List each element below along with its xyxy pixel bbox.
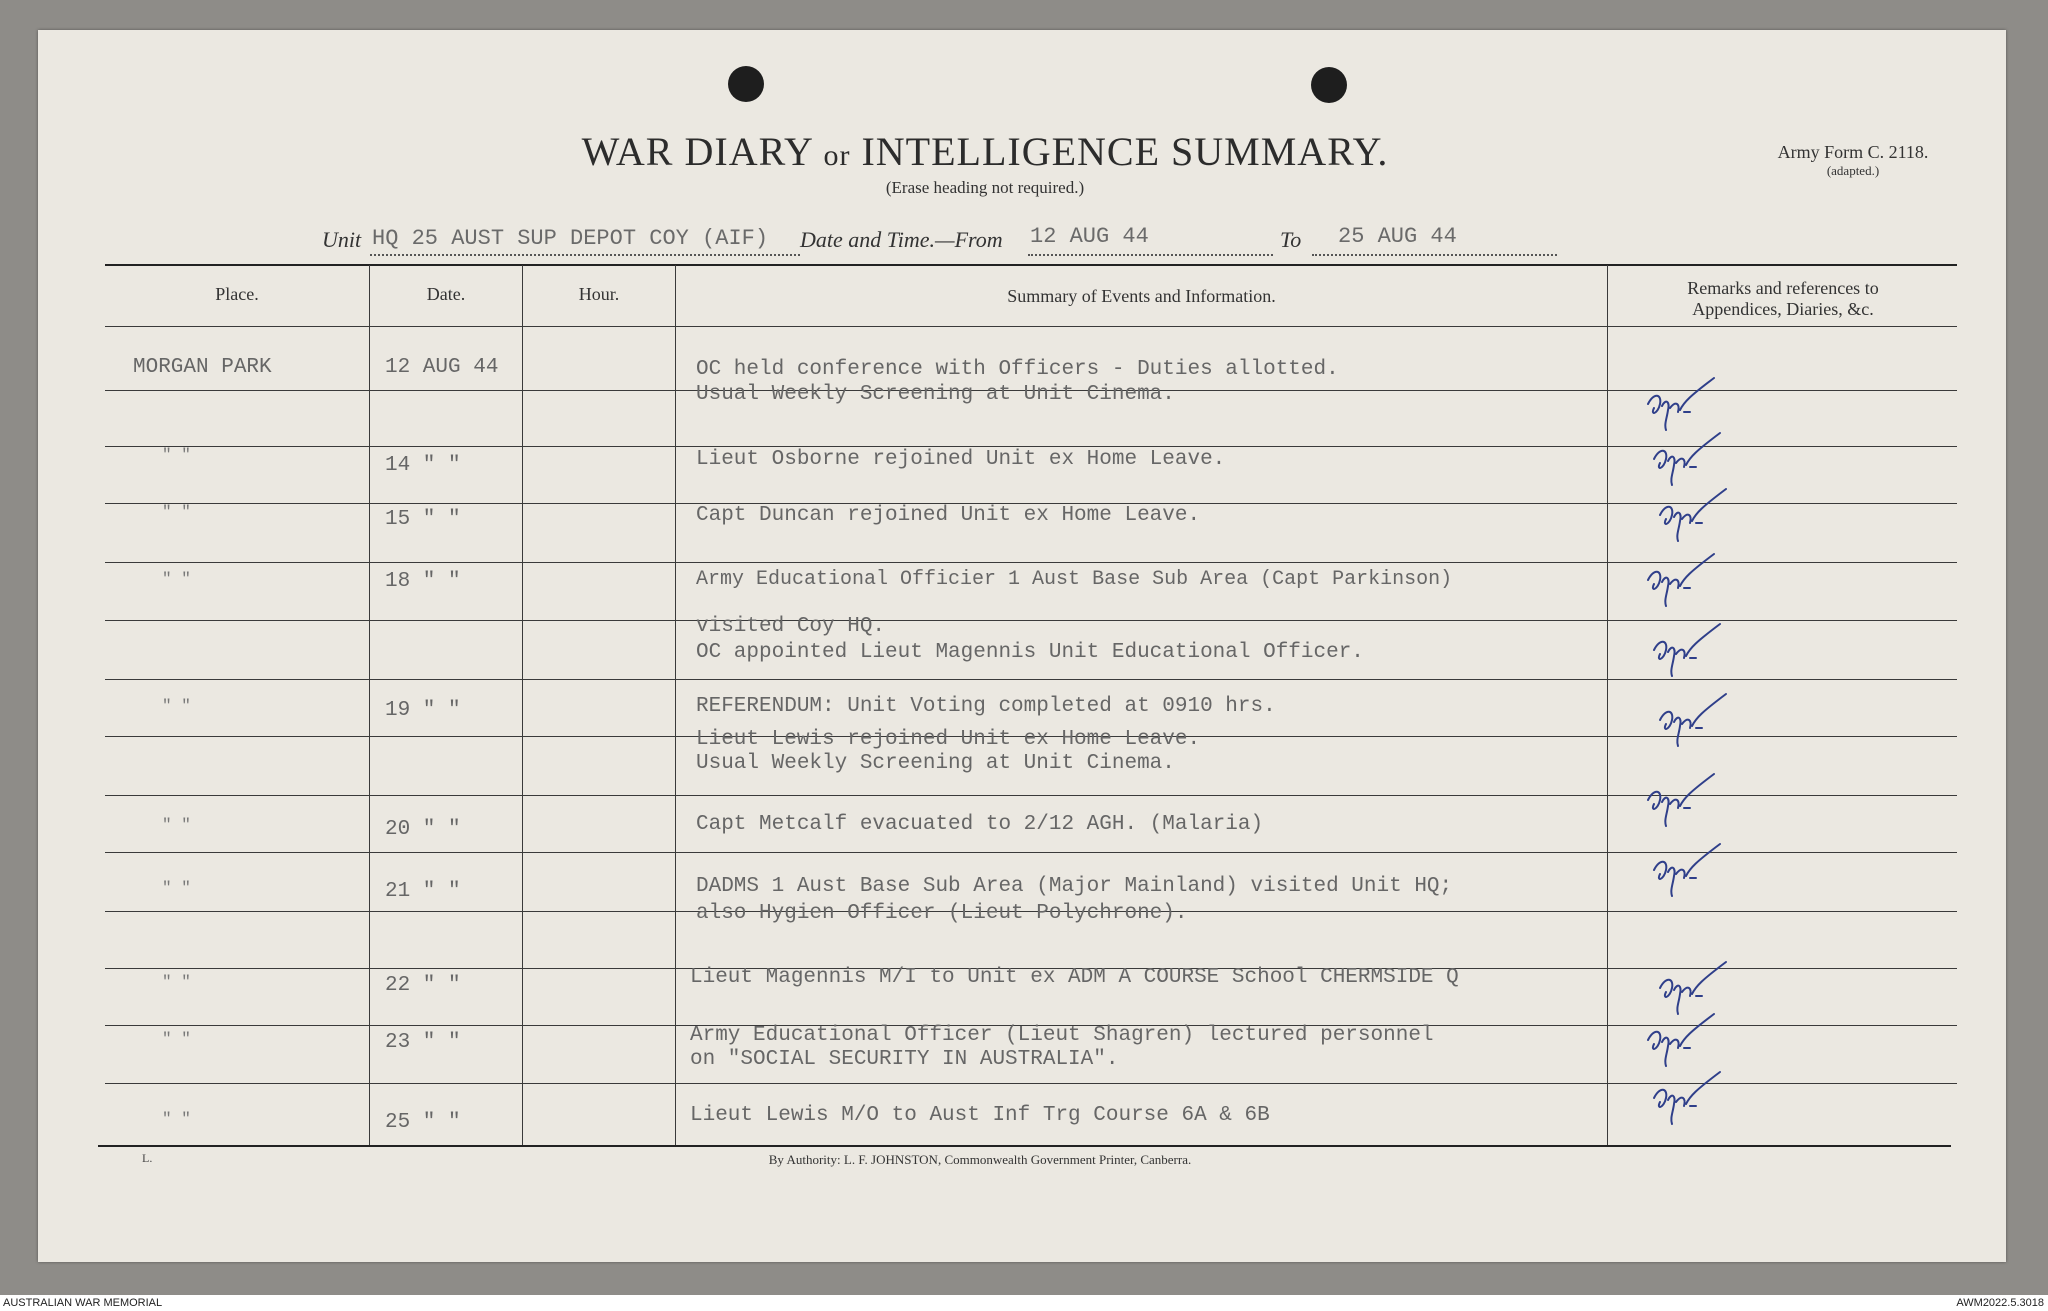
from-value: 12 AUG 44 [1030, 224, 1149, 249]
column-divider [1607, 265, 1608, 1145]
summary-line: Capt Metcalf evacuated to 2/12 AGH. (Malaria) [696, 813, 1264, 836]
date-time-label: Date and Time.—From [800, 227, 1003, 252]
summary-line: OC appointed Lieut Magennis Unit Educational Officer. [696, 641, 1364, 664]
place-ditto: " " [162, 697, 191, 715]
erase-note: (Erase heading not required.) [885, 178, 1085, 197]
column-divider [369, 265, 370, 1145]
summary-line: also Hygien Officer (Lieut Polychrone). [696, 902, 1188, 925]
summary-line: Lieut Lewis rejoined Unit ex Home Leave. [696, 728, 1201, 751]
initials-signature-icon [1646, 840, 1726, 900]
form-mark: L. [142, 1151, 153, 1165]
to-value: 25 AUG 44 [1338, 224, 1457, 249]
column-header-place: Place. [215, 284, 259, 304]
date-cell: 22 " " [385, 974, 461, 997]
summary-line: on "SOCIAL SECURITY IN AUSTRALIA". [690, 1048, 1119, 1071]
unit-label: Unit [322, 227, 362, 252]
printer-authority: By Authority: L. F. JOHNSTON, Commonwealth Government Printer, Canberra. [768, 1152, 1192, 1167]
table-header-rule [105, 326, 1957, 327]
place-ditto: " " [162, 1030, 191, 1048]
unit-dotted-line [370, 254, 800, 256]
initials-signature-icon [1640, 550, 1720, 610]
table-bottom-rule [98, 1145, 1951, 1147]
date-cell: 14 " " [385, 454, 461, 477]
army-form-label [1763, 142, 1943, 179]
summary-line: Lieut Lewis M/O to Aust Inf Trg Course 6A & 6B [690, 1104, 1270, 1127]
table-top-rule [105, 264, 1957, 266]
remarks-header-line1: Remarks and references to [1687, 278, 1879, 298]
summary-line: Capt Duncan rejoined Unit ex Home Leave. [696, 504, 1201, 527]
initials-signature-icon [1640, 1010, 1720, 1070]
title-part1: WAR DIARY [581, 129, 813, 174]
column-header-date: Date. [426, 284, 466, 304]
army-form-number: Army Form C. 2118. [1777, 142, 1929, 162]
place-ditto: " " [162, 570, 191, 588]
summary-line: Usual Weekly Screening at Unit Cinema. [696, 752, 1175, 775]
to-dotted-line [1312, 254, 1557, 256]
date-cell: 23 " " [385, 1031, 461, 1054]
summary-line: visited Coy HQ. [696, 615, 886, 638]
date-cell: 19 " " [385, 699, 461, 722]
date-cell: 12 AUG 44 [385, 356, 499, 379]
place-cell: MORGAN PARK [133, 356, 272, 379]
date-cell: 20 " " [385, 818, 461, 841]
initials-signature-icon [1652, 958, 1732, 1018]
date-cell: 21 " " [385, 880, 461, 903]
summary-line: REFERENDUM: Unit Voting completed at 0910 hrs. [696, 695, 1276, 718]
summary-line: Army Educational Officier 1 Aust Base Sub Area (Capt Parkinson) [696, 568, 1453, 591]
place-ditto: " " [162, 816, 191, 834]
archive-caption-right: AWM2022.5.3018 [1956, 1297, 2044, 1309]
column-header-summary: Summary of Events and Information. [1007, 286, 1276, 306]
place-ditto: " " [162, 446, 191, 464]
army-form-sub: (adapted.) [1826, 163, 1880, 178]
title-or: or [823, 139, 851, 172]
punch-hole-icon [728, 66, 764, 102]
summary-line: Lieut Magennis M/I to Unit ex ADM A COURSE School CHERMSIDE Q [690, 966, 1459, 989]
place-ditto: " " [162, 973, 191, 991]
archive-caption-left: AUSTRALIAN WAR MEMORIAL [3, 1297, 163, 1309]
remarks-header-line2: Appendices, Diaries, &c. [1692, 299, 1874, 319]
initials-signature-icon [1646, 429, 1726, 489]
initials-signature-icon [1640, 770, 1720, 830]
summary-line: Usual Weekly Screening at Unit Cinema. [696, 383, 1175, 406]
place-ditto: " " [162, 879, 191, 897]
summary-line: Army Educational Officer (Lieut Shagren) lectured personnel [690, 1024, 1434, 1047]
date-cell: 18 " " [385, 570, 461, 593]
unit-value: HQ 25 AUST SUP DEPOT COY (AIF) [372, 226, 769, 251]
page-title [495, 128, 1475, 175]
from-dotted-line [1028, 254, 1273, 256]
summary-line: Lieut Osborne rejoined Unit ex Home Leave. [696, 448, 1226, 471]
place-ditto: " " [162, 503, 191, 521]
date-cell: 15 " " [385, 508, 461, 531]
initials-signature-icon [1652, 690, 1732, 750]
archive-caption-bar [0, 1295, 2048, 1311]
initials-signature-icon [1652, 485, 1732, 545]
date-cell: 25 " " [385, 1111, 461, 1134]
column-header-remarks [1608, 278, 1958, 320]
place-ditto: " " [162, 1110, 191, 1128]
column-divider [675, 265, 676, 1145]
initials-signature-icon [1646, 1068, 1726, 1128]
to-label: To [1280, 227, 1302, 252]
summary-line: DADMS 1 Aust Base Sub Area (Major Mainland) visited Unit HQ; [696, 875, 1453, 898]
initials-signature-icon [1646, 620, 1726, 680]
column-divider [522, 265, 523, 1145]
summary-line: OC held conference with Officers - Duties allotted. [696, 358, 1339, 381]
initials-signature-icon [1640, 374, 1720, 434]
title-part2: INTELLIGENCE SUMMARY. [861, 129, 1389, 174]
column-header-hour: Hour. [578, 284, 620, 304]
punch-hole-icon [1311, 67, 1347, 103]
